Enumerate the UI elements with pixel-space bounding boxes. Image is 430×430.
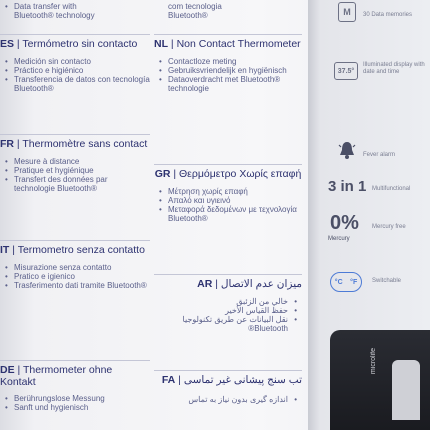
- section-heading: DE | Thermometer ohne Kontakt: [0, 364, 113, 388]
- language-code: AR: [197, 278, 213, 290]
- section-fr: [0, 134, 150, 194]
- list-item: • Data transfer with: [0, 2, 150, 11]
- display-icon: 37.5°: [334, 62, 358, 80]
- list-item: • اندازه گیری بدون نیاز به تماس: [154, 395, 302, 404]
- celsius-fahrenheit-switch-icon: [330, 272, 362, 292]
- list-item: • خالي من الزئبق: [154, 297, 302, 306]
- top-fragment-left: [0, 2, 150, 21]
- language-code: FR: [0, 138, 14, 150]
- divider: [154, 370, 302, 371]
- section-nl: [154, 34, 302, 94]
- list-item: • Pratique et hygiénique: [0, 166, 150, 175]
- section-title: Non Contact Thermometer: [176, 38, 301, 50]
- list-item: • نقل البيانات عن طريق تكنولوجيا: [154, 315, 302, 324]
- divider: [0, 34, 150, 35]
- language-code: ES: [0, 38, 15, 50]
- list-item: • Pratico e igienico: [0, 272, 150, 281]
- list-item-continued: Bluetooth®: [168, 11, 208, 21]
- list-item: • Dataoverdracht met Bluetooth® technologie: [154, 75, 302, 94]
- section-title: ميزان عدم الاتصال: [220, 278, 302, 290]
- list-item: • Medición sin contacto: [0, 57, 150, 66]
- section-gr: [154, 164, 302, 224]
- section-es: [0, 34, 150, 94]
- brand-logo-text: microlife: [370, 348, 377, 375]
- section-fa: [154, 370, 302, 404]
- language-code: GR: [154, 168, 171, 180]
- divider: [0, 240, 150, 241]
- thermometer-device-image: [330, 330, 430, 430]
- section-heading: IT | Termometro senza contatto: [0, 244, 145, 256]
- language-code: DE: [0, 364, 15, 376]
- switchable-label: Switchable: [372, 278, 402, 284]
- list-item: • Gebruiksvriendelijk en hygiënisch: [154, 66, 302, 75]
- three-in-one-text: 3 in 1: [328, 178, 367, 195]
- list-item: • Μέτρηση χωρίς επαφή: [154, 187, 302, 196]
- section-heading: NL | Non Contact Thermometer: [154, 38, 301, 50]
- list-item: • Trasferimento dati tramite Bluetooth®: [0, 281, 150, 290]
- section-title: Termómetro sin contacto: [22, 38, 138, 50]
- memory-label: 30 Data memories: [363, 12, 413, 18]
- section-heading: GR | Θερμόμετρο Χωρίς επαφή: [154, 168, 302, 180]
- multifunction-label: Multifunctional: [372, 186, 411, 192]
- mercury-percent: 0%: [330, 212, 359, 234]
- language-code: IT: [0, 244, 10, 256]
- celsius-label: °C: [334, 278, 343, 286]
- list-item: • Mesure à distance: [0, 157, 150, 166]
- memory-icon: M: [338, 2, 356, 22]
- section-heading: ميزان عدم الاتصال | AR: [197, 278, 302, 290]
- divider: [0, 134, 150, 135]
- list-item: • Contactloze meting: [154, 57, 302, 66]
- section-heading: FR | Thermomètre sans contact: [0, 138, 148, 150]
- list-item: • Μεταφορά δεδομένων με τεχνολογία Bluetooth®: [154, 205, 302, 224]
- fever-label: Fever alarm: [363, 152, 396, 158]
- section-heading: ES | Termómetro sin contacto: [0, 38, 138, 50]
- language-code: FA: [161, 374, 176, 386]
- list-item: • Misurazione senza contatto: [0, 263, 150, 272]
- list-item: • Sanft und hygienisch: [0, 403, 150, 412]
- device-display: [392, 360, 420, 420]
- section-de: [0, 360, 150, 413]
- fahrenheit-label: °F: [350, 278, 358, 286]
- list-item: • Transfert des données par technologie Bluetooth®: [0, 175, 150, 194]
- mercury-free-label: Mercury free: [372, 224, 406, 230]
- section-title: Termometro senza contatto: [17, 244, 145, 256]
- divider: [154, 164, 302, 165]
- section-ar: [154, 274, 302, 334]
- section-heading: تب سنج پیشانی غیر تماسی | FA: [161, 374, 302, 386]
- section-title: تب سنج پیشانی غیر تماسی: [183, 374, 302, 386]
- list-item: • Transferencia de datos con tecnología Bluetooth®: [0, 75, 150, 94]
- bell-icon: [338, 140, 356, 165]
- language-code: NL: [154, 38, 168, 50]
- divider: [0, 360, 150, 361]
- divider: [154, 34, 302, 35]
- section-title: Thermomètre sans contact: [22, 138, 148, 150]
- list-item: • Berührungslose Messung: [0, 394, 150, 403]
- list-item-continued: com tecnologia: [168, 2, 222, 11]
- section-it: [0, 240, 150, 290]
- mercury-sublabel: Mercury: [328, 236, 350, 242]
- list-item-continued: Bluetooth®: [248, 324, 288, 334]
- display-label: Illuminated display with date and time: [363, 62, 425, 75]
- list-item: • Απαλό και υγιεινό: [154, 196, 302, 205]
- section-title: Thermometer ohne Kontakt: [0, 364, 113, 388]
- list-item: • حفظ القياس الأخير: [154, 306, 302, 315]
- top-fragment-right: [154, 2, 302, 21]
- list-item-continued: Bluetooth® technology: [14, 11, 95, 21]
- list-item: • Práctico e higiénico: [0, 66, 150, 75]
- section-title: Θερμόμετρο Χωρίς επαφή: [179, 168, 302, 180]
- divider: [154, 274, 302, 275]
